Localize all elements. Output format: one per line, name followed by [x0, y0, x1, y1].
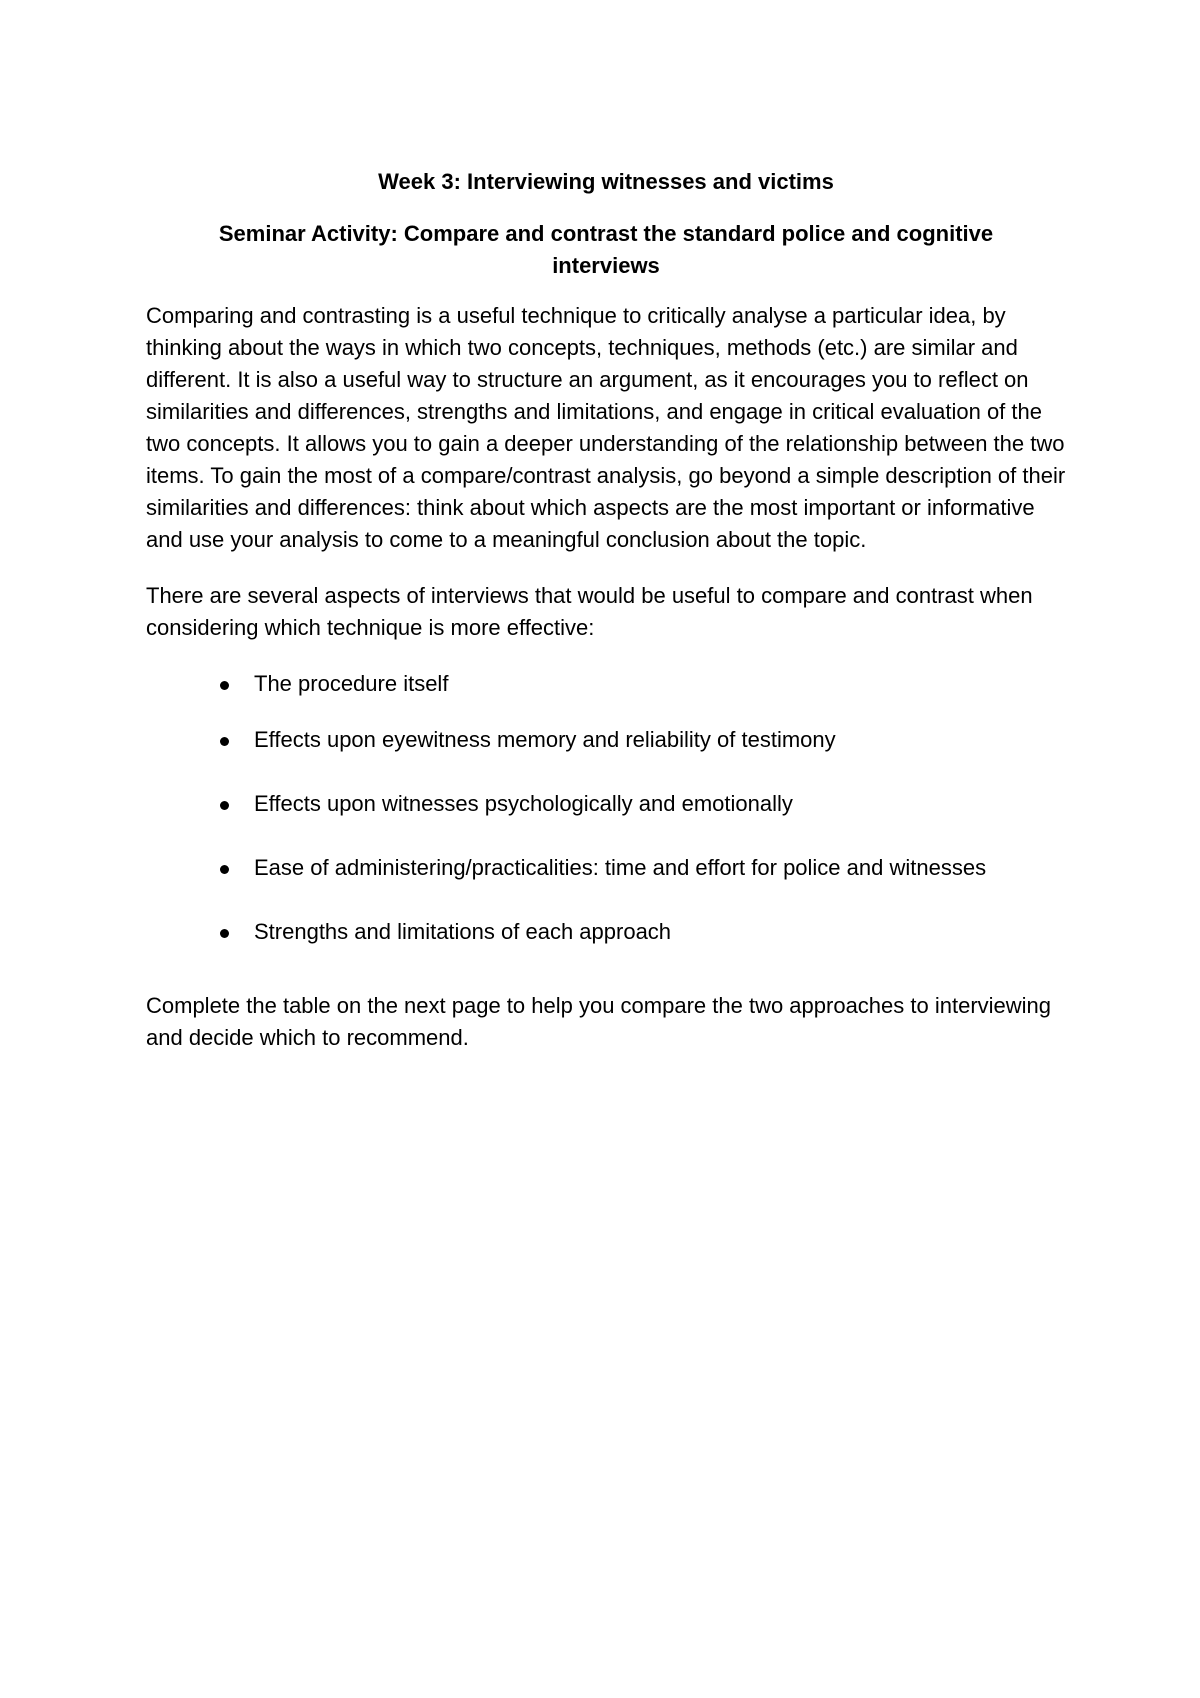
bullet-icon	[220, 865, 229, 874]
aspects-list	[146, 668, 1066, 948]
list-item	[146, 916, 1066, 948]
list-item-text: Effects upon eyewitness memory and reliability of testimony	[254, 727, 836, 752]
document-content	[146, 166, 1066, 1078]
closing-paragraph: Complete the table on the next page to help you compare the two approaches to interviewing and decide which to recommend.	[146, 993, 1052, 1050]
list-item	[146, 788, 1066, 820]
list-item-text: Strengths and limitations of each approach	[254, 919, 672, 944]
list-item	[146, 668, 1066, 700]
intro-paragraph: Comparing and contrasting is a useful technique to critically analyse a particular idea, by thinking about the ways in which two concepts, techniques, methods (etc.) are similar and different. It is also a useful way to structure an argument, as it encourages you to reflect on similarities and differences, strengths and limitations, and engage in critical evaluation of the two concepts. It allows you to gain a deeper understanding of the relationship between the two items. To gain the most of a compare/contrast analysis, go beyond a simple description of their similarities and differences: think about which aspects are the most important or informative and use your analysis to come to a meaningful conclusion about the topic.	[146, 303, 1066, 552]
page-title: Week 3: Interviewing witnesses and victims	[378, 169, 834, 194]
list-item-text: Ease of administering/practicalities: time and effort for police and witnesses	[254, 855, 987, 880]
list-item	[146, 724, 1066, 756]
list-item-text: The procedure itself	[254, 671, 449, 696]
bullet-icon	[220, 681, 229, 690]
list-item	[146, 852, 1066, 884]
page-subtitle: Seminar Activity: Compare and contrast the standard police and cognitive interviews	[218, 221, 994, 278]
bullet-icon	[220, 929, 229, 938]
aspects-paragraph: There are several aspects of interviews that would be useful to compare and contrast when considering which technique is more effective:	[146, 583, 1033, 640]
bullet-icon	[220, 801, 229, 810]
bullet-icon	[220, 737, 229, 746]
list-item-text: Effects upon witnesses psychologically and emotionally	[254, 791, 793, 816]
